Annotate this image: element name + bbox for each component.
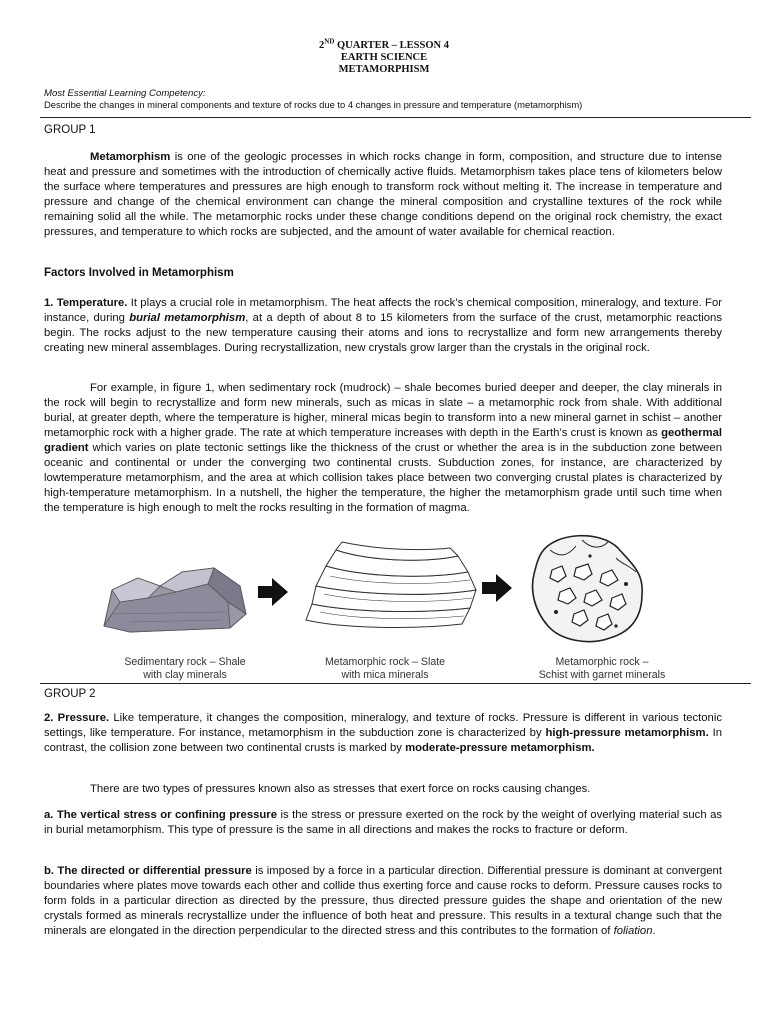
lesson-number: 2ND QUARTER – LESSON 4 [319, 37, 449, 51]
arrow-right-icon [482, 574, 512, 602]
caption-line: with mica minerals [341, 669, 429, 681]
competency-label: Most Essential Learning Competency: [44, 88, 206, 99]
caption-shale [90, 656, 280, 682]
caption-line: Metamorphic rock – Slate [324, 656, 446, 668]
directed-pressure-paragraph: b. The directed or differential pressure is imposed by a force in a particular direction. Differential pressure is dominant at convergent boundaries where plates move towards each other and collide thus exerting force and cause rocks to deform. Pressure causes rocks to form folds in a particular direction as directed by the pressure, thus directed pressure guides the shape and orientation of the new crystals formed as minerals recrystallize under the influence of both heat and pressure. This results in a textural change such that the minerals are elongated in the direction perpendicular to the directed stress and this contributes to the formation of foliation. [44, 865, 722, 937]
topic-title: METAMORPHISM [338, 64, 430, 75]
pressure-paragraph: 2. Pressure. Like temperature, it changes the composition, mineralogy, and texture of rocks. Pressure is different in various tectonic settings, like temperature. For instance, metamorphism in the subduction zone is characterized by high-pressure metamorphism. In contrast, the collision zone between two continental crusts is marked by moderate-pressure metamorphism. [44, 712, 722, 754]
example-paragraph: For example, in figure 1, when sedimentary rock (mudrock) – shale becomes buried deeper and deeper, the clay minerals in the rock will begin to recrystallize and form new minerals, such as micas in slate – a metamorphic rock from shale. With additional burial, at greater depth, where the temperature is higher, mineral micas begin to transform into a new mineral garnet in schist – another metamorphic rock with a higher grade. The rate at which temperature increases with depth in the Earth’s crust is known as geothermal gradient which varies on plate tectonic settings like the thickness of the crust or whether the area is in the subduction zone between oceanic and continental or under the converging two continental crusts. Subduction zones, for instance, are characterized by lowtemperature metamorphism, and the area at which collision takes place between two converging crustal plates is characterized by high-temperature metamorphism. In a nutshell, the higher the temperature, the higher the metamorphism grade until such time when the temperature is high enough to melt the rocks resulting in the formation of magma. [44, 382, 722, 514]
figure-rock-transformation [90, 528, 690, 656]
caption-slate [290, 656, 480, 682]
caption-line: Schist with garnet minerals [538, 669, 666, 681]
subject-title: EARTH SCIENCE [340, 52, 428, 63]
caption-line: Sedimentary rock – Shale [124, 656, 246, 668]
stress-intro: There are two types of pressures known also as stresses that exert force on rocks causing changes. [90, 783, 591, 795]
divider [40, 117, 751, 118]
temperature-paragraph: 1. Temperature. It plays a crucial role in metamorphism. The heat affects the rock’s chemical composition, mineralogy, and texture. For instance, during burial metamorphism, at a depth of about 8 to 15 kilometers from the surface of the crust, metamorphic reactions begin. The rocks adjust to the new temperature causing their atoms and ions to recrystallize and form new arrangements thereby creating new mineral assemblages. During recrystallization, new crystals grow larger than the crystals in the original rock. [44, 297, 723, 354]
slate-rock-illustration [306, 542, 476, 627]
vertical-stress-paragraph: a. The vertical stress or confining pressure is the stress or pressure exerted on the rock by the weight of overlying material such as in burial metamorphism. This type of pressure is the same in all directions and makes the rocks to fracture or deform. [44, 809, 723, 836]
competency-text: Describe the changes in mineral components and texture of rocks due to 4 changes in pressure and temperature (metamorphism) [44, 99, 583, 110]
factors-heading: Factors Involved in Metamorphism [44, 267, 234, 279]
shale-rock-illustration [104, 568, 246, 632]
group-2-heading: GROUP 2 [44, 688, 96, 700]
metamorphism-intro: Metamorphism is one of the geologic processes in which rocks change in form, composition, and structure due to intense heat and pressure and sometimes with the introduction of chemically active fluids. Metamorphism takes place tens of kilometers below the surface where temperatures and pressures are high enough to transform rock without melting it. The increase in temperature and pressure and change of the chemical environment can change the mineral composition and crystalline textures of the rock while remaining solid all the while. The metamorphic rocks under these change conditions depend on the original rock chemistry, the exact pressures, and temperature to which rocks are subjected, and the amount of water available for chemical reaction. [44, 151, 722, 238]
caption-line: with clay minerals [143, 669, 227, 681]
caption-schist [502, 656, 702, 682]
divider [40, 683, 751, 684]
schist-rock-illustration [533, 536, 643, 642]
caption-line: Metamorphic rock – [555, 656, 649, 668]
group-1-heading: GROUP 1 [44, 124, 96, 136]
arrow-right-icon [258, 578, 288, 606]
